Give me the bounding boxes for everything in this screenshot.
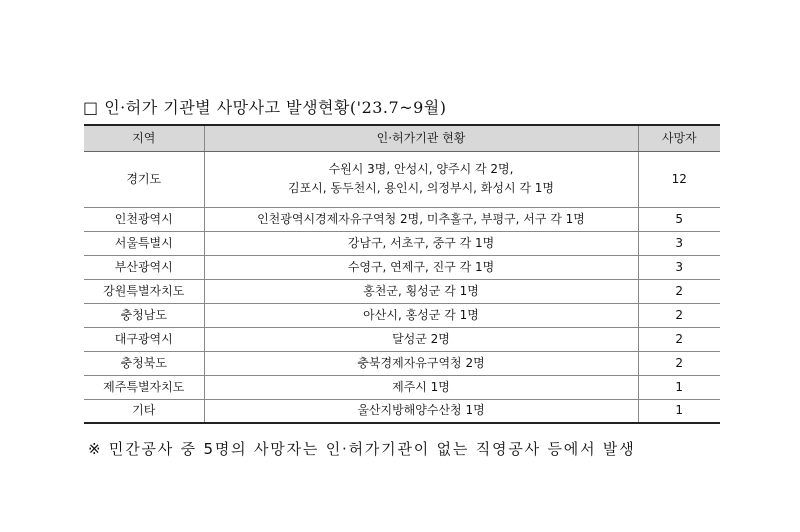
agencies-cell: 제주시 1명: [204, 375, 638, 399]
region-cell: 충청남도: [84, 303, 204, 327]
agencies-cell: 충북경제자유구역청 2명: [204, 351, 638, 375]
agencies-cell: 강남구, 서초구, 중구 각 1명: [204, 231, 638, 255]
region-cell: 대구광역시: [84, 327, 204, 351]
deaths-cell: 1: [638, 375, 720, 399]
table-row: [84, 303, 720, 327]
table-row: [84, 151, 720, 207]
region-cell: 충청북도: [84, 351, 204, 375]
region-cell: 인천광역시: [84, 207, 204, 231]
table-row: [84, 327, 720, 351]
deaths-cell: 12: [638, 151, 720, 207]
agencies-line: 수원시 3명, 안성시, 양주시 각 2명,: [328, 162, 514, 176]
table-row: [84, 375, 720, 399]
deaths-cell: 2: [638, 351, 720, 375]
section-title: □ 인·허가 기관별 사망사고 발생현황('23.7~9월): [83, 98, 447, 117]
agencies-cell: 울산지방해양수산청 1명: [204, 399, 638, 423]
header-region: 지역: [84, 125, 204, 151]
region-cell: 부산광역시: [84, 255, 204, 279]
agencies-cell: 수영구, 연제구, 진구 각 1명: [204, 255, 638, 279]
header-agencies: 인·허가기관 현황: [204, 125, 638, 151]
deaths-cell: 3: [638, 255, 720, 279]
agencies-line: 김포시, 동두천시, 용인시, 의정부시, 화성시 각 1명: [287, 181, 555, 195]
deaths-cell: 2: [638, 303, 720, 327]
agencies-cell: 홍천군, 횡성군 각 1명: [204, 279, 638, 303]
footnote: ※ 민간공사 중 5명의 사망자는 인·허가기관이 없는 직영공사 등에서 발생: [88, 440, 636, 458]
table-row: [84, 279, 720, 303]
fatality-table: [84, 124, 720, 424]
table-row: [84, 351, 720, 375]
deaths-cell: 3: [638, 231, 720, 255]
deaths-cell: 1: [638, 399, 720, 423]
deaths-cell: 2: [638, 327, 720, 351]
agencies-cell: 인천광역시경제자유구역청 2명, 미추홀구, 부평구, 서구 각 1명: [204, 207, 638, 231]
region-cell: 서울특별시: [84, 231, 204, 255]
agencies-cell: [204, 151, 638, 207]
table-row: [84, 255, 720, 279]
table-row: [84, 231, 720, 255]
table-row: [84, 399, 720, 423]
region-cell: 경기도: [84, 151, 204, 207]
table-header-row: [84, 125, 720, 151]
agencies-cell: 아산시, 홍성군 각 1명: [204, 303, 638, 327]
region-cell: 기타: [84, 399, 204, 423]
deaths-cell: 5: [638, 207, 720, 231]
region-cell: 강원특별자치도: [84, 279, 204, 303]
header-deaths: 사망자: [638, 125, 720, 151]
deaths-cell: 2: [638, 279, 720, 303]
agencies-cell: 달성군 2명: [204, 327, 638, 351]
table-row: [84, 207, 720, 231]
region-cell: 제주특별자치도: [84, 375, 204, 399]
